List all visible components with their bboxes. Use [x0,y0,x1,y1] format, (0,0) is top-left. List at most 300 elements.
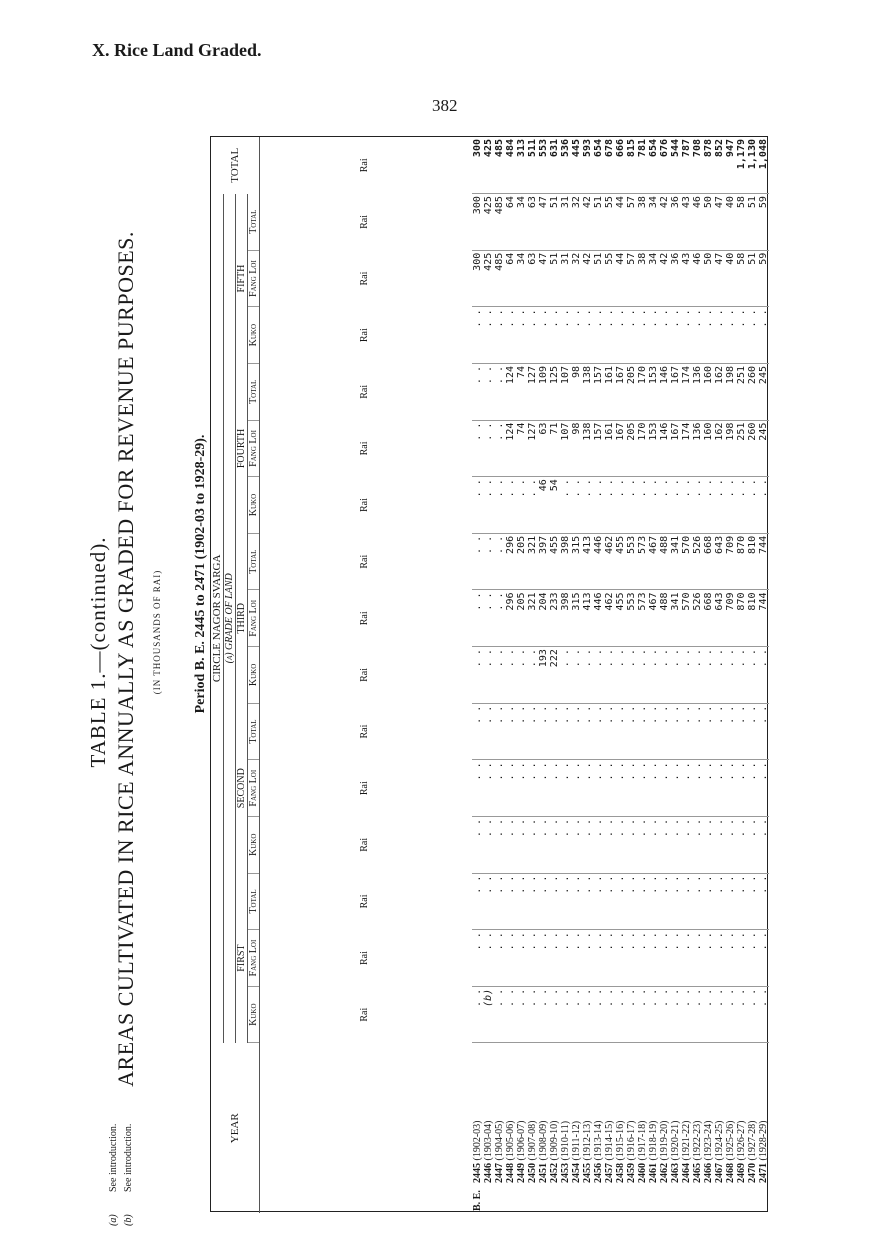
note-b-marker: (b) [483,986,494,1043]
grade-heading-fifth: FIFTH [236,194,248,364]
year-cell [637,1043,648,1213]
second-cell: . . [703,760,714,817]
second-cell: . . [472,760,483,817]
first-cell: . . [615,986,626,1043]
row-total: 553 [538,137,549,194]
fifth-cell: 40 [725,250,736,307]
be-year: 2455 [582,1160,593,1183]
table-row [615,137,626,1213]
second-cell: . . [494,817,505,874]
row-total: 852 [714,137,725,194]
third-cell: . . [714,647,725,704]
fourth-cell: 161 [604,364,615,421]
be-year: 2450 [527,1160,538,1183]
first-cell: . . [626,930,637,987]
third-cell: . . [472,647,483,704]
table-row [582,137,593,1213]
table-row [725,137,736,1213]
be-year: 2460 [637,1160,648,1183]
be-year: 2471 [758,1160,769,1183]
third-cell: 205 [516,533,527,590]
second-cell: . . [494,703,505,760]
first-cell: . . [692,930,703,987]
first-cell: . . [637,930,648,987]
second-cell: . . [648,760,659,817]
fourth-cell: 138 [582,364,593,421]
fifth-cell: . . [725,307,736,364]
third-cell: . . [593,647,604,704]
second-cell: . . [714,703,725,760]
second-cell: . . [560,760,571,817]
fifth-cell: 47 [538,194,549,251]
sub-heading-fang-loi: Fang Loi [248,420,260,477]
first-cell: . . [758,930,769,987]
third-cell: 413 [582,533,593,590]
year-cell [560,1043,571,1213]
year-cell [483,1043,494,1213]
unit-label: Rai [359,894,370,909]
second-cell: . . [472,703,483,760]
fourth-cell: 167 [670,364,681,421]
third-cell: 205 [516,590,527,647]
second-cell: . . [681,703,692,760]
year-cell [527,1043,538,1213]
fourth-cell: 136 [692,364,703,421]
fifth-cell: . . [692,307,703,364]
fifth-cell: 43 [681,250,692,307]
fourth-cell: . . [725,477,736,534]
row-total: 666 [615,137,626,194]
ad-year-span: (1920-21) [670,1120,681,1161]
be-year: 2468 [725,1160,736,1183]
fourth-cell: . . [571,477,582,534]
footnote-a [108,726,119,1226]
fifth-cell: 57 [626,194,637,251]
third-cell: 193 [538,647,549,704]
fifth-cell: . . [483,307,494,364]
ad-year-span: (1909-10) [549,1120,560,1161]
first-cell: . . [758,986,769,1043]
fourth-cell: . . [483,364,494,421]
first-cell: . . [648,986,659,1043]
third-cell: . . [483,533,494,590]
units-spacer [260,1043,473,1213]
fifth-cell: . . [593,307,604,364]
fifth-cell: . . [626,307,637,364]
second-cell: . . [747,760,758,817]
fifth-cell: . . [494,307,505,364]
second-cell: . . [736,703,747,760]
third-cell: . . [582,647,593,704]
table-row [703,137,714,1213]
third-cell: 321 [527,533,538,590]
fifth-cell: 46 [692,194,703,251]
ad-year-span: (1921-22) [681,1120,692,1161]
fifth-cell: . . [736,307,747,364]
third-cell: . . [494,647,505,704]
units-row [260,137,473,1213]
third-cell: 573 [637,533,648,590]
year-cell [593,1043,604,1213]
second-cell: . . [549,760,560,817]
second-cell: . . [604,703,615,760]
fourth-cell: 107 [560,364,571,421]
row-total: 445 [571,137,582,194]
be-year: 2451 [538,1160,549,1183]
table-row [681,137,692,1213]
fourth-cell: 205 [626,364,637,421]
year-cell [758,1043,769,1213]
fifth-cell: 59 [758,250,769,307]
second-cell: . . [659,703,670,760]
fourth-cell: . . [648,477,659,534]
unit-label: Rai [359,554,370,569]
third-cell: . . [659,647,670,704]
first-cell: . . [527,930,538,987]
third-cell: 870 [736,590,747,647]
second-cell: . . [670,760,681,817]
be-year: 2449 [516,1160,527,1183]
first-cell: . . [637,873,648,930]
fourth-cell: 54 [549,477,560,534]
third-cell: 744 [758,533,769,590]
first-cell: . . [725,986,736,1043]
third-cell: 526 [692,590,703,647]
fourth-cell: . . [736,477,747,534]
fourth-cell: . . [494,364,505,421]
row-total: 781 [637,137,648,194]
fourth-cell: . . [758,477,769,534]
fifth-cell: 58 [736,250,747,307]
table-row [659,137,670,1213]
second-cell: . . [615,817,626,874]
third-cell: 668 [703,590,714,647]
ad-year-span: (1927-28) [747,1120,758,1161]
fifth-cell: . . [670,307,681,364]
fifth-cell: . . [681,307,692,364]
row-total: 485 [494,137,505,194]
third-cell: 455 [615,590,626,647]
fifth-cell: 55 [604,250,615,307]
fourth-cell: . . [472,364,483,421]
unit-label: Rai [359,1007,370,1022]
first-cell: . . [626,986,637,1043]
first-cell: . . [571,986,582,1043]
second-cell: . . [714,817,725,874]
first-cell: . . [593,986,604,1043]
fifth-cell: 59 [758,194,769,251]
total-heading: TOTAL [211,137,260,194]
fifth-cell: . . [505,307,516,364]
fourth-cell: . . [681,477,692,534]
second-cell: . . [571,817,582,874]
first-cell: . . [549,873,560,930]
fourth-cell: 74 [516,420,527,477]
footnote-text: See introduction. [123,1123,134,1192]
table-row [692,137,703,1213]
fourth-cell: 205 [626,420,637,477]
fourth-cell: . . [494,477,505,534]
year-cell [692,1043,703,1213]
third-cell: . . [703,647,714,704]
fourth-cell: 124 [505,420,516,477]
fifth-cell: . . [637,307,648,364]
be-year: 2453 [560,1160,571,1183]
fifth-cell: 51 [593,250,604,307]
year-cell [747,1043,758,1213]
third-cell: . . [736,647,747,704]
be-year: 2457 [604,1160,615,1183]
second-cell: . . [560,703,571,760]
fifth-cell: . . [472,307,483,364]
fifth-cell: 42 [659,250,670,307]
third-cell: 526 [692,533,703,590]
fifth-cell: 32 [571,250,582,307]
sub-heading-fang-loi: Fang Loi [248,590,260,647]
fifth-cell: 51 [549,250,560,307]
third-cell: 222 [549,647,560,704]
table-body [260,137,770,1213]
fourth-cell: 127 [527,364,538,421]
third-cell: 397 [538,533,549,590]
fifth-cell: 40 [725,194,736,251]
be-prefix: B. E. [472,1190,483,1211]
unit-label: Rai [359,611,370,626]
sub-heading-total: Total [248,194,260,251]
second-cell: . . [703,703,714,760]
year-cell [516,1043,527,1213]
second-cell: . . [626,817,637,874]
table-row [505,137,516,1213]
second-cell: . . [593,817,604,874]
fifth-cell: 32 [571,194,582,251]
first-cell: . . [747,873,758,930]
grade-heading-second: SECOND [236,703,248,873]
fifth-cell: 47 [538,250,549,307]
ad-year-span: (1914-15) [604,1120,615,1161]
second-cell: . . [736,760,747,817]
table-row [483,137,494,1213]
fourth-cell: 146 [659,364,670,421]
fourth-cell: 127 [527,420,538,477]
third-cell: 467 [648,533,659,590]
second-cell: . . [626,703,637,760]
fourth-cell: 245 [758,420,769,477]
first-cell: . . [670,873,681,930]
third-cell: 398 [560,590,571,647]
year-cell [549,1043,560,1213]
ad-year-span: (1912-13) [582,1120,593,1161]
row-total: 947 [725,137,736,194]
be-year: 2446 [483,1160,494,1183]
fifth-cell: 425 [483,250,494,307]
fifth-cell: 44 [615,194,626,251]
fifth-cell: . . [615,307,626,364]
sub-heading-kuko: Kuko [248,986,260,1043]
be-year: 2459 [626,1160,637,1183]
fifth-cell: 57 [626,250,637,307]
ad-year-span: (1919-20) [659,1120,670,1161]
fourth-cell: 153 [648,420,659,477]
first-cell: . . [692,986,703,1043]
row-total: 484 [505,137,516,194]
third-cell: 446 [593,590,604,647]
first-cell: . . [494,873,505,930]
first-cell: . . [472,930,483,987]
year-cell [615,1043,626,1213]
third-cell: 462 [604,533,615,590]
first-cell: . . [637,986,648,1043]
third-cell: 810 [747,533,758,590]
second-cell: . . [472,817,483,874]
table-row [472,137,483,1213]
first-cell: . . [593,873,604,930]
first-cell: . . [560,873,571,930]
first-cell: . . [571,930,582,987]
first-cell: . . [505,873,516,930]
second-cell: . . [527,817,538,874]
third-cell: 553 [626,590,637,647]
second-cell: . . [681,817,692,874]
second-cell: . . [758,760,769,817]
table-row [560,137,571,1213]
sub-heading-fang-loi: Fang Loi [248,760,260,817]
fourth-cell: 157 [593,420,604,477]
first-cell: . . [527,873,538,930]
first-cell: . . [582,930,593,987]
third-cell: 573 [637,590,648,647]
table-row [747,137,758,1213]
ad-year-span: (1916-17) [626,1120,637,1161]
fourth-cell: . . [483,420,494,477]
first-cell: . . [527,986,538,1043]
unit-label: Rai [359,668,370,682]
ad-year-span: (1922-23) [692,1120,703,1161]
fourth-cell: 161 [604,420,615,477]
year-cell [494,1043,505,1213]
second-cell: . . [758,703,769,760]
ad-year-span: (1917-18) [637,1120,648,1161]
first-cell: . . [494,986,505,1043]
year-cell [626,1043,637,1213]
second-cell: . . [692,703,703,760]
first-cell: . . [659,930,670,987]
third-cell: 446 [593,533,604,590]
year-cell [472,1043,483,1213]
third-cell: 668 [703,533,714,590]
be-year: 2447 [494,1160,505,1183]
second-cell: . . [516,817,527,874]
first-cell: . . [549,930,560,987]
second-cell: . . [483,760,494,817]
third-cell: . . [472,533,483,590]
row-total: 1,130 [747,137,758,194]
fifth-cell: 485 [494,250,505,307]
fifth-cell: 47 [714,250,725,307]
table-caption-units: (IN THOUSANDS OF RAI) [152,569,162,695]
fourth-cell: . . [637,477,648,534]
fourth-cell: . . [615,477,626,534]
fifth-cell: 36 [670,194,681,251]
second-cell: . . [516,703,527,760]
year-cell [538,1043,549,1213]
second-cell: . . [494,760,505,817]
third-cell: 467 [648,590,659,647]
fifth-cell: 58 [736,194,747,251]
third-cell: . . [560,647,571,704]
first-cell: . . [571,873,582,930]
third-cell: . . [637,647,648,704]
table-frame [210,136,768,1212]
fifth-cell: . . [758,307,769,364]
fourth-cell: 109 [538,364,549,421]
row-total: 544 [670,137,681,194]
fourth-cell: . . [560,477,571,534]
third-cell: . . [483,647,494,704]
fourth-cell: 71 [549,420,560,477]
fifth-cell: 64 [505,194,516,251]
fifth-cell: 300 [472,194,483,251]
second-cell: . . [659,817,670,874]
row-total: 678 [604,137,615,194]
first-cell: . . [736,873,747,930]
fifth-cell: 42 [582,250,593,307]
circle-heading: CIRCLE NAGOR SVARGA [211,194,224,1043]
fourth-cell: . . [472,477,483,534]
be-year: 2454 [571,1160,582,1183]
third-cell: 341 [670,590,681,647]
fifth-cell: 300 [472,250,483,307]
first-cell: . . [549,986,560,1043]
unit-label: Rai [359,441,370,456]
second-cell: . . [483,703,494,760]
third-cell: 233 [549,590,560,647]
second-cell: . . [538,817,549,874]
third-cell: 321 [527,590,538,647]
first-cell: . . [747,986,758,1043]
year-cell [659,1043,670,1213]
footnote-mark: (b) [123,1214,134,1226]
first-cell: . . [681,986,692,1043]
fourth-cell: . . [472,420,483,477]
second-cell: . . [648,703,659,760]
table-row [758,137,769,1213]
ad-year-span: (1924-25) [714,1120,725,1161]
fourth-cell: 160 [703,420,714,477]
third-cell: . . [483,590,494,647]
table-row [604,137,615,1213]
be-year: 2452 [549,1160,560,1183]
fourth-cell: 74 [516,364,527,421]
row-total: 511 [527,137,538,194]
second-cell: . . [747,703,758,760]
third-cell: 296 [505,533,516,590]
fifth-cell: 34 [648,250,659,307]
first-cell: . . [736,930,747,987]
row-total: 425 [483,137,494,194]
year-cell [670,1043,681,1213]
fifth-cell: 36 [670,250,681,307]
row-total: 1,048 [758,137,769,194]
table-row [626,137,637,1213]
fifth-cell: 38 [637,194,648,251]
third-cell: . . [472,590,483,647]
unit-label: Rai [359,328,370,343]
table-caption-number: TABLE 1.—(continued). [86,536,110,768]
row-total: 313 [516,137,527,194]
first-cell: . . [714,873,725,930]
sub-heading-kuko: Kuko [248,817,260,874]
